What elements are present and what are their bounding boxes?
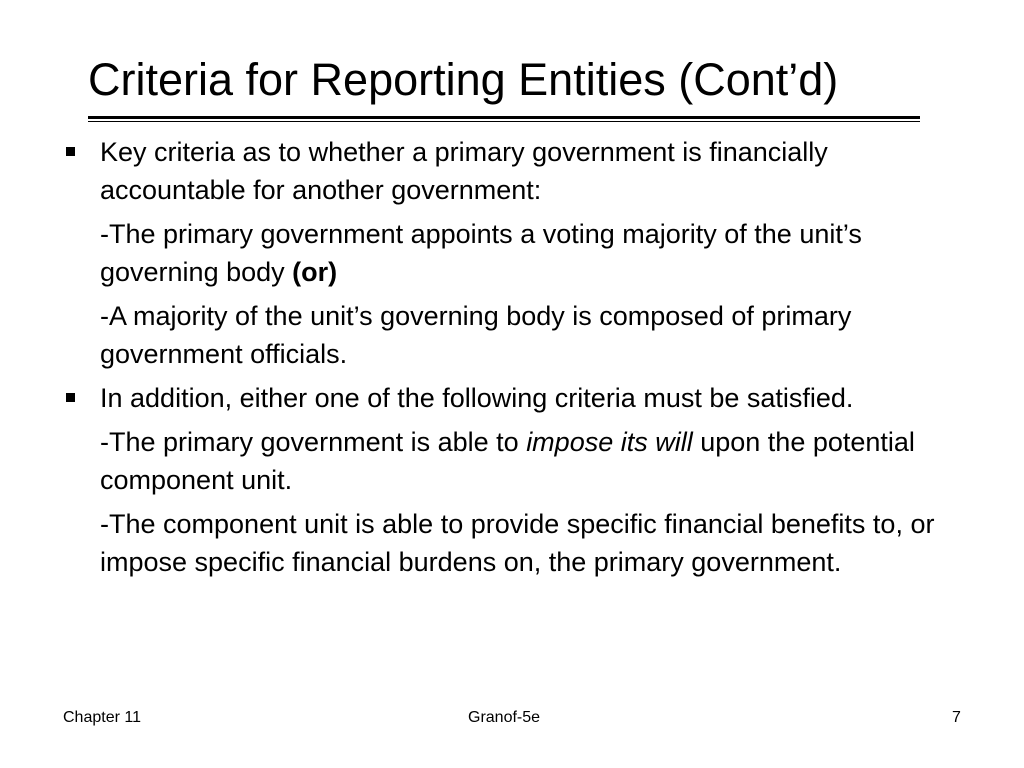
footer-chapter: Chapter 11 xyxy=(63,709,141,726)
slide-body xyxy=(58,133,958,587)
sub-item-italic-text: impose its will xyxy=(526,427,693,457)
bullet-text: Key criteria as to whether a primary government is financially accountable for another government: xyxy=(100,137,828,205)
sub-item-text: -A majority of the unit’s governing body is composed of primary government officials. xyxy=(100,301,852,369)
title-underline-thick xyxy=(88,116,920,119)
sub-item-text-after: upon the potential component unit. xyxy=(100,427,915,495)
sub-item-text: -The primary government appoints a voting majority of the unit’s governing body xyxy=(100,219,862,287)
sub-item-officials xyxy=(58,297,958,373)
footer-page-number: 7 xyxy=(952,709,961,726)
slide-title: Criteria for Reporting Entities (Cont’d) xyxy=(88,54,839,105)
sub-item-text: -The component unit is able to provide specific financial benefits to, or impose specific financial burdens on, the primary government. xyxy=(100,509,935,577)
title-underline-thin xyxy=(88,121,920,122)
sub-item-impose-will xyxy=(58,423,958,499)
sub-item-financial-benefits xyxy=(58,505,958,581)
bullet-text: In addition, either one of the following criteria must be satisfied. xyxy=(100,383,854,413)
footer-source: Granof-5e xyxy=(468,709,541,726)
sub-item-text: -The primary government is able to xyxy=(100,427,527,457)
bullet-item-key-criteria xyxy=(58,133,958,209)
square-bullet-icon xyxy=(66,393,75,402)
bullet-item-additional-criteria xyxy=(58,379,958,417)
sub-item-voting-majority xyxy=(58,215,958,291)
sub-item-bold-text: (or) xyxy=(292,257,338,287)
square-bullet-icon xyxy=(66,147,75,156)
